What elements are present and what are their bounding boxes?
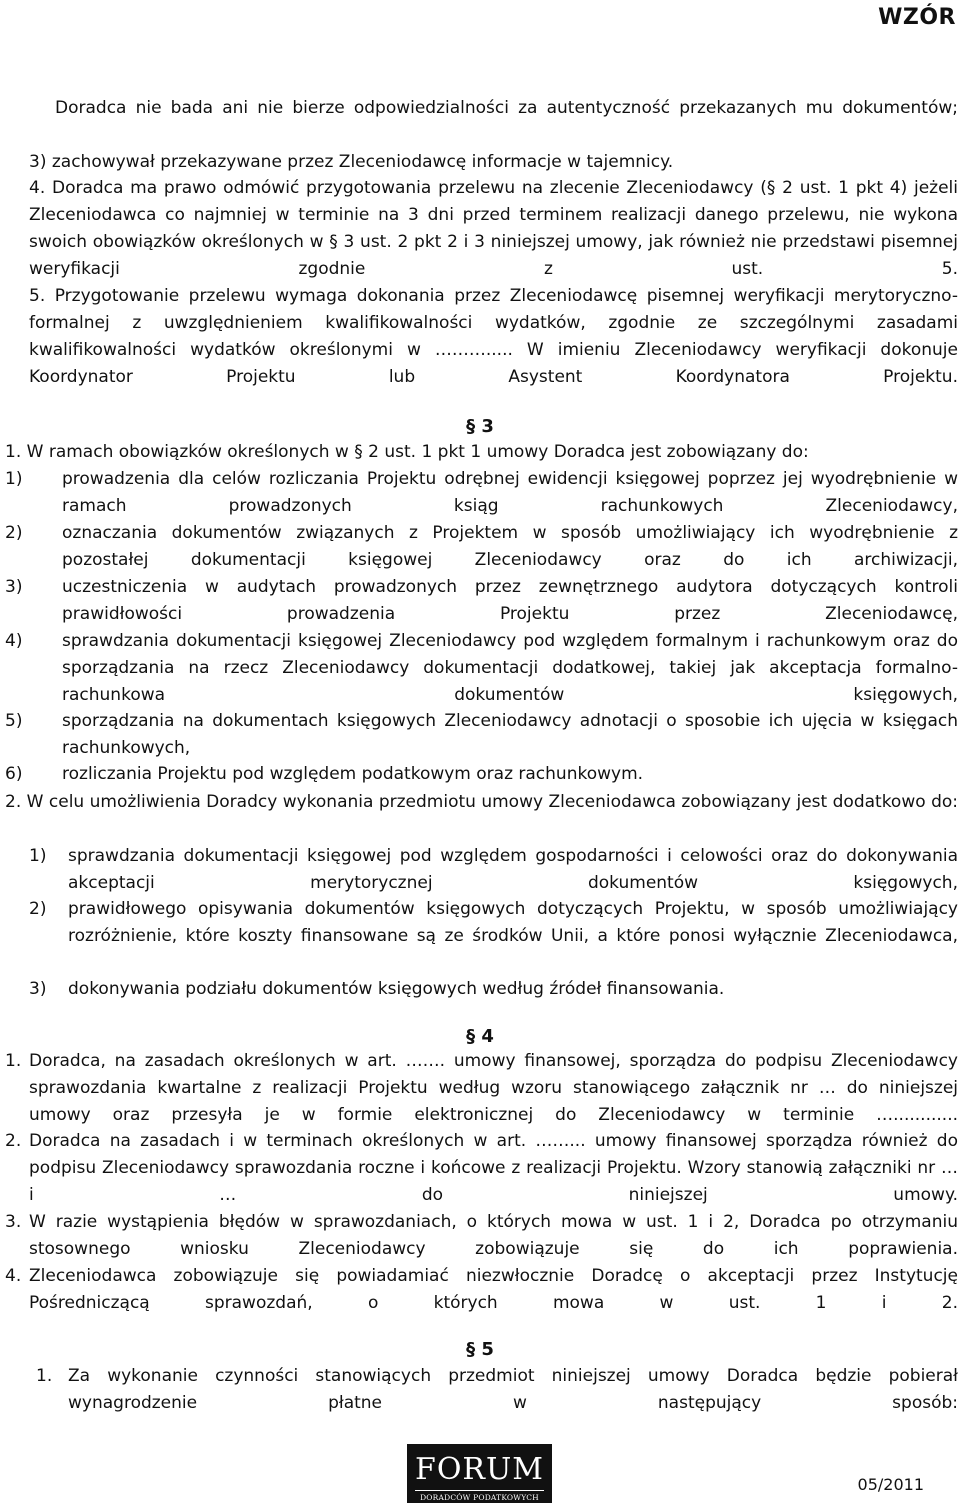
list-item-number: 3) [5, 577, 23, 597]
section-4-heading: § 4 [466, 1026, 494, 1047]
logo-title: FORUM [415, 1452, 544, 1487]
list-item: Doradca na zasadach i w terminach określonych w art. ……... umowy finansowej sporządza również do podpisu Zleceniodawcy sprawozdania roczne i końcowe z realizacji Projektu. Wzory stanowią załączniki nr … i … do niniejszej umowy. [29, 1131, 958, 1205]
list-item-number: 3. [5, 1212, 22, 1232]
list-item-number: 2) [5, 523, 23, 543]
list-item-number: 3) [29, 979, 47, 999]
list-item: Za wykonanie czynności stanowiących przedmiot niniejszej umowy Doradca będzie pobierał wynagrodzenie płatne w następujący sposób: [68, 1366, 958, 1413]
list-item: Zleceniodawca zobowiązuje się powiadamiać niezwłocznie Doradcę o akceptacji przez Instytucję Pośredniczącą sprawozdań, o których mowa w ust. 1 i 2. [29, 1266, 958, 1313]
list-item-number: 4) [5, 631, 23, 651]
list-item-number: 2) [29, 899, 47, 919]
section-5-heading: § 5 [466, 1339, 494, 1360]
logo-subtitle: DORADCÓW PODATKOWYCH [415, 1490, 544, 1502]
list-item: dokonywania podziału dokumentów księgowych według źródeł finansowania. [68, 979, 725, 999]
list-item: prowadzenia dla celów rozliczania Projektu odrębnej ewidencji księgowej poprzez jej wyodrębnienie w ramach prowadzonych ksiąg rachunkowych Zleceniodawcy, [62, 469, 958, 516]
paragraph-item-4: 4. Doradca ma prawo odmówić przygotowania przelewu na zlecenie Zleceniodawcy (§ 2 ust. 1 pkt 4) jeżeli Zleceniodawca co najmniej w terminie na 3 dni przed terminem realizacji danego przelewu, nie wykona swoich obowiązków określonych w § 3 ust. 2 pkt 2 i 3 niniejszej umowy, jak również nie przedstawi pisemnej weryfikacji zgodnie z ust. 5. [29, 178, 958, 279]
section-3-paragraph-1: 1. W ramach obowiązków określonych w § 2 ust. 1 pkt 1 umowy Doradca jest zobowiązany do: [5, 442, 809, 462]
list-item-number: 1) [5, 469, 23, 489]
list-item-number: 5) [5, 711, 23, 731]
forum-logo [407, 1444, 552, 1503]
list-item: sprawdzania dokumentacji księgowej pod względem gospodarności i celowości oraz do dokonywania akceptacji merytorycznej dokumentów księgowych, [68, 846, 958, 893]
document-header-label: WZÓR [878, 5, 956, 30]
list-item-number: 1) [29, 846, 47, 866]
list-item: Doradca, na zasadach określonych w art. ……. umowy finansowej, sporządza do podpisu Zleceniodawcy sprawozdania kwartalne z realizacji Projektu według wzoru stanowiącego załącznik nr … do niniejszej umowy oraz przesyła je w formie elektronicznej do Zleceniodawcy w terminie …............ [29, 1051, 958, 1125]
list-item: uczestniczenia w audytach prowadzonych przez zewnętrznego audytora dotyczących kontroli prawidłowości prowadzenia Projektu przez Zleceniodawcę, [62, 577, 958, 624]
list-item-number: 6) [5, 764, 23, 784]
section-3-paragraph-2: 2. W celu umożliwienia Doradcy wykonania przedmiotu umowy Zleceniodawca zobowiązany jest dodatkowo do: [5, 792, 958, 812]
list-item-number: 1. [5, 1051, 22, 1071]
paragraph-item-3: 3) zachowywał przekazywane przez Zleceniodawcę informacje w tajemnicy. [29, 152, 674, 172]
list-item: W razie wystąpienia błędów w sprawozdaniach, o których mowa w ust. 1 i 2, Doradca po otrzymaniu stosownego wniosku Zleceniodawcy zobowiązuje się do ich poprawienia. [29, 1212, 958, 1259]
paragraph-item-5: 5. Przygotowanie przelewu wymaga dokonania przez Zleceniodawcę pisemnej weryfikacji merytoryczno-formalnej z uwzględnieniem kwalifikowalności wydatków, zgodnie ze szczególnymi zasadami kwalifikowalności wydatków określonymi w ………..... W imieniu Zleceniodawcy weryfikacji dokonuje Koordynator Projektu lub Asystent Koordynatora Projektu. [29, 286, 958, 387]
list-item: oznaczania dokumentów związanych z Projektem w sposób umożliwiający ich wyodrębnienie z pozostałej dokumentacji księgowej Zleceniodawcy oraz do ich archiwizacji, [62, 523, 958, 570]
paragraph-disclaimer: Doradca nie bada ani nie bierze odpowiedzialności za autentyczność przekazanych mu dokumentów; [55, 98, 958, 118]
list-item-number: 1. [36, 1366, 53, 1386]
list-item: prawidłowego opisywania dokumentów księgowych dotyczących Projektu, w sposób umożliwiający rozróżnienie, które koszty finansowane są ze środków Unii, a które ponosi wyłącznie Zleceniodawca, [68, 899, 958, 946]
list-item: rozliczania Projektu pod względem podatkowym oraz rachunkowym. [62, 764, 644, 784]
section-3-heading: § 3 [466, 416, 494, 437]
list-item-number: 4. [5, 1266, 22, 1286]
list-item-number: 2. [5, 1131, 22, 1151]
footer-date: 05/2011 [857, 1475, 924, 1494]
list-item: sporządzania na dokumentach księgowych Zleceniodawcy adnotacji o sposobie ich ujęcia w księgach rachunkowych, [62, 711, 958, 758]
list-item: sprawdzania dokumentacji księgowej Zleceniodawcy pod względem formalnym i rachunkowym oraz do sporządzania na rzecz Zleceniodawcy dokumentacji dodatkowej, takiej jak akceptacja formalno-rachunkowa dokumentów księgowych, [62, 631, 958, 705]
